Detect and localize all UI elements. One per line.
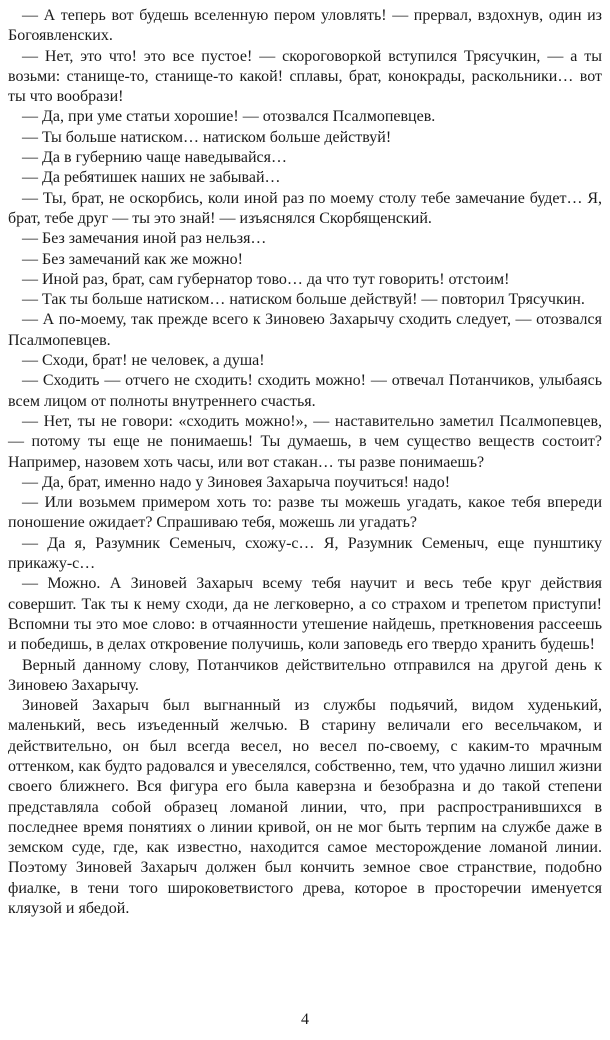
paragraph-16: — Да, брат, именно надо у Зиновея Захарыча поучиться! надо! [22,473,451,491]
paragraph-1: — А теперь вот будешь вселенную пером уловлять! — прервал, вздохнув, один из Богоявленских. [8,7,602,45]
paragraph-15: — Нет, ты не говори: «сходить можно!», — наставительно заметил Псалмопевцев, — потому ты еще не понимаешь! Ты думаешь, в чем существо веществ состоит? Например, назовем хоть часы, или вот стакан… ты разве понимаешь? [8,412,602,471]
paragraph-13: — Сходи, брат! не человек, а душа! [22,352,265,370]
page-number: 4 [301,1011,309,1028]
paragraph-10: — Иной раз, брат, сам губернатор тово… да что тут говорить! отстоим! [22,270,510,288]
paragraph-12: — А по-моему, так прежде всего к Зиновею Захарычу сходить следует, — отозвался Псалмопевцев. [8,311,602,349]
paragraph-7: — Ты, брат, не оскорбись, коли иной раз по моему столу тебе замечание будет… Я, брат, тебе друг — ты это знай! — изъяснялся Скорбященский. [8,189,602,227]
paragraph-18: — Да я, Разумник Семеныч, схожу-с… Я, Разумник Семеныч, еще пунштику прикажу-с… [8,534,602,573]
paragraph-19: — Можно. А Зиновей Захарыч всему тебя научит и весь тебе круг действия совершит. Так ты к нему сходи, да не легковерно, а со страхом и трепетом приступи! Вспомни ты это мое слово: в отчаянности утешение найдешь, преткновения рассеешь и победишь, в делах откровение получишь, коли заповедь его твердо хранить будешь! [8,575,602,654]
paragraph-14: — Сходить — отчего не сходить! сходить можно! — отвечал Потанчиков, улыбаясь всем лицом от полноты внутреннего счастья. [8,372,602,410]
page-text [8,6,602,919]
paragraph-17: — Или возьмем примером хоть то: разве ты можешь угадать, какое тебя впереди поношение ожидает? Спрашиваю тебя, можешь ли угадать? [8,494,602,532]
paragraph-9: — Без замечаний как же можно! [22,250,243,268]
paragraph-2: — Нет, это что! это все пустое! — скороговоркой вступился Трясучкин, — а ты возьми: станище-то, станище-то какой! сплавы, брат, конокрады, раскольники… вот ты что вообрази! [8,47,602,106]
paragraph-20: Верный данному слову, Потанчиков действительно отправился на другой день к Зиновею Захарычу. [8,656,602,694]
paragraph-4: — Ты больше натиском… натиском больше действуй! [22,128,392,146]
paragraph-11: — Так ты больше натиском… натиском больше действуй! — повторил Трясучкин. [22,291,585,309]
paragraph-3: — Да, при уме статьи хорошие! — отозвался Псалмопевцев. [22,108,436,126]
paragraph-8: — Без замечания иной раз нельзя… [22,230,267,248]
paragraph-21: Зиновей Захарыч был выгнанный из службы подьячий, видом худенький, маленький, весь изъеденный желчью. В старину величали его весельчаком, и действительно, он был всегда весел, но весел по-своему, с каким-то мрачным оттенком, как будто радовался и увеселялся, собственно, тем, что удачно лишил жизни своего ближнего. Вся фигура его была каверзна и безобразна и до такой степени представляла собой образец ломаной линии, что, при распространившихся в последнее время понятиях о линии кривой, он не мог быть терпим на службе даже в земском суде, где, как известно, находится самое месторождение ломаной линии. Поэтому Зиновей Захарыч должен был кончить земное свое странствие, подобно фиалке, в тени того широковетвистого древа, которое в просторечии именуется кляузой и ябедой. [8,697,602,918]
paragraph-5: — Да в губернию чаще наведывайся… [22,149,287,167]
paragraph-6: — Да ребятишек наших не забывай… [22,169,281,187]
